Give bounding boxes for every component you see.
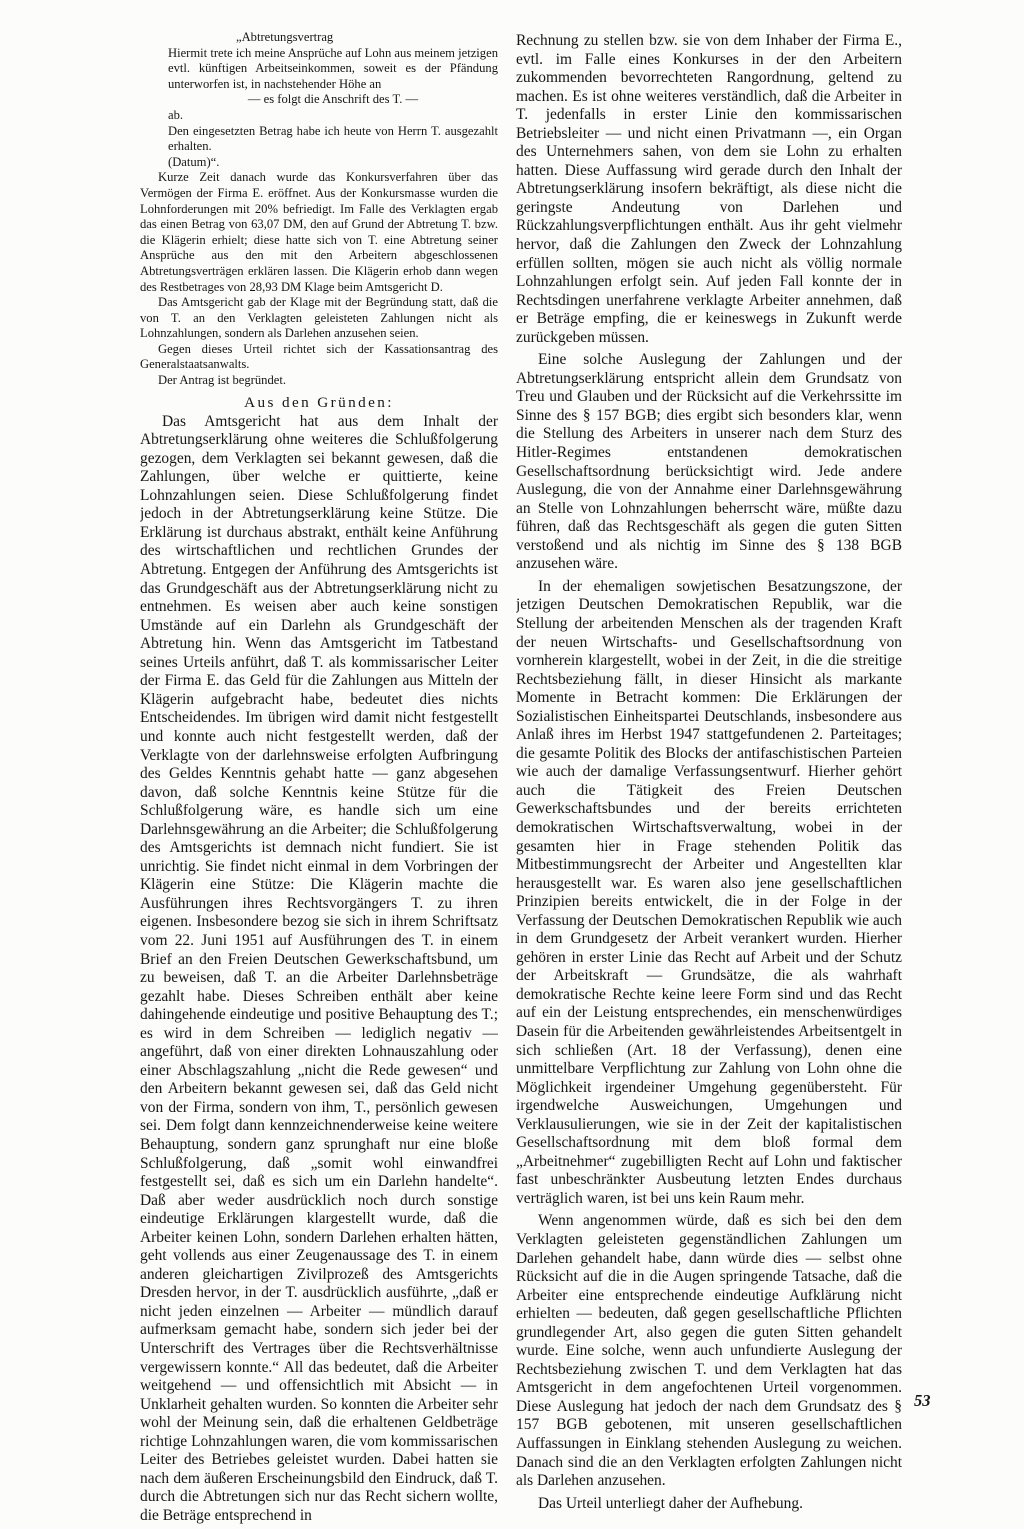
- contract-block: [140, 30, 498, 170]
- right-column: [516, 32, 902, 1517]
- contract-ab: ab.: [168, 107, 184, 122]
- contract-title: „Abtretungsvertrag: [236, 30, 334, 44]
- contract-address-note: — es folgt die Anschrift des T. —: [247, 92, 419, 107]
- facts-paragraph: Der Antrag ist begründet.: [158, 373, 287, 388]
- body-paragraph: Das Urteil unterliegt daher der Aufhebung.: [538, 1494, 803, 1512]
- body-paragraph: In der ehemaligen sowjetischen Besatzungszone, der jetzigen Deutschen Demokratischen Republik, war die Stellung der arbeitenden Menschen als der tragenden Kraft der neuen Wirtschafts- und Gesellschaftsordnung von vornherein klargestellt, wobei in der Zeit, in die die streitige Rechtsbeziehung fällt, in dieser Hinsicht als markante Momente in Betracht kommen: Die Erklärungen der Sozialistischen Einheitspartei Deutschlands, insbesondere aus Anlaß ihres im Herbst 1947 stattgefundenen 2. Parteitages; die gesamte Politik des Blocks der antifaschistischen Parteien wie auch der damalige Verfassungsentwurf. Hierher gehört auch die Tätigkeit des Freien Deutschen Gewerkschaftsbundes und der bereits errichteten demokratischen Wirtschaftsverwaltung, wobei in der gesamten hier in Frage stehenden Politik das Mitbestimmungsrecht der Arbeiter und Angestellten klar herausgestellt war. Es waren also jene gesellschaftlichen Prinzipien bereits entwickelt, die in der Folge in der Verfassung der Deutschen Demokratischen Republik wie auch in dem Grundgesetz der Arbeit verankert wurden. Hierher gehören in erster Linie das Recht auf Arbeit und der Schutz der Arbeitskraft — Grundsätze, die als wahrhaft demokratische Rechte keine leere Form sind und das Recht auf ein der Leistung entsprechendes, ein menschenwürdiges Dasein für die Arbeitenden gewährleistendes Arbeitsentgelt in sich schließen (Art. 18 der Verfassung), denen eine unmittelbare Verpflichtung zur Zahlung von Lohn ohne die Möglichkeit irgendeiner Umgehung gegenübersteht. Für irgendwelche Ausweichungen, Umgehungen und Verklausulierungen, wie sie in der Zeit der kapitalistischen Gesellschaftsordnung mit dem bloß formal dem „Arbeitnehmer“ zugebilligten Recht auf Lohn und faktischer fast unbeschränkter Ausbeutung letzten Endes durchaus verträglich waren, ist bei uns kein Raum mehr.: [516, 577, 902, 1207]
- facts-paragraph: Kurze Zeit danach wurde das Konkursverfahren über das Vermögen der Firma E. eröffnet. Aus der Konkursmasse wurden die Lohnforderungen mit 20% befriedigt. Im Falle des Verklagten ergab das einen Betrag von 63,07 DM, den auf Grund der Abtretung T. bzw. die Klägerin erhielt; diese hatte sich von T. eine Abtretung seiner Ansprüche aus den mit den Arbeitern abgeschlossenen Abtretungsverträgen erklären lassen. Die Klägerin erhob dann wegen des Restbetrages von 28,93 DM Klage beim Amtsgericht D.: [140, 170, 498, 294]
- facts-block: [140, 170, 498, 388]
- body-paragraph: Das Amtsgericht hat aus dem Inhalt der Abtretungserklärung ohne weiteres die Schlußfolgerung gezogen, dem Verklagten sei bekannt gewesen, daß die Zahlungen, über welche er quittierte, keine Lohnzahlungen seien. Diese Schlußfolgerung findet jedoch in der Abtretungserklärung keine Stütze. Die Erklärung ist durchaus abstrakt, enthält keine Anführung des wirtschaftlichen und rechtlichen Grundes der Abtretung. Entgegen der Anführung des Amtsgerichts ist das Grundgeschäft aus der Abtretungserklärung nicht zu entnehmen. Es weisen aber auch keine sonstigen Umstände auf ein Darlehn als Grundgeschäft der Abtretung hin. Wenn das Amtsgericht im Tatbestand seines Urteils anführt, daß T. als kommissarischer Leiter der Firma E. das Geld für die Zahlungen aus Mitteln der Klägerin aufgebracht habe, bedeutet dies nichts Entscheidendes. Im übrigen wird damit nicht festgestellt und konnte auch nicht festgestellt werden, daß der Verklagte von der darlehnsweise erfolgten Aufbringung des Geldes Kenntnis gehabt hatte — ganz abgesehen davon, daß solche Kenntnis keine Stütze für die Schlußfolgerung wäre, es handle sich um eine Darlehnsgewährung an die Arbeiter; die Schlußfolgerung des Amtsgerichts ist demnach nicht fundiert. Sie ist unrichtig. Sie findet nicht einmal in dem Vorbringen der Klägerin eine Stütze: Die Klägerin machte die Ausführungen ihres Rechtsvorgängers T. zu ihren eigenen. Insbesondere bezog sie sich in ihrem Schriftsatz vom 22. Juni 1951 auf Ausführungen des T. in einem Brief an den Freien Deutschen Gewerkschaftsbund, um zu beweisen, daß T. an die Arbeiter Darlehnsbeträge gezahlt habe. Dieses Schreiben enthält aber keine dahingehende eindeutige und positive Behauptung des T.; es wird in dem Schreiben — lediglich negativ — angeführt, daß von einer direkten Lohnauszahlung oder einer Abschlagszahlung „nicht die Rede gewesen“ und den Arbeitern bekannt gewesen sei, daß das Geld nicht von der Firma, sondern von ihm, T., persönlich gewesen sei. Dem folgt dann kennzeichnenderweise keine weitere Behauptung, sondern ganz sprunghaft nur eine bloße Schlußfolgerung, daß „somit wohl einwandfrei festgestellt sei, daß es sich um ein Darlehn handelte“. Daß aber weder ausdrücklich noch durch sonstige eindeutige Erklärungen klargestellt wurde, daß die Arbeiter keinen Lohn, sondern Darlehen erhalten hätten, geht vollends aus einer Zeugenaussage des T. in einem anderen gleichartigen Zivilprozeß des Amtsgerichts Dresden hervor, in der T. ausdrücklich ausführte, „daß er nicht jeden einzelnen — Arbeiter — mündlich darauf aufmerksam gemacht habe, sondern sich jeder bei der Unterschrift des Vertrages über die Rechtsverhältnisse vergewissern konnte.“ All das bedeutet, daß die Arbeiter weitgehend — und offensichtlich mit Absicht — in Unklarheit gehalten wurden. So konnten die Arbeiter sehr wohl der Meinung sein, daß die erhaltenen Geldbeträge richtige Lohnzahlungen waren, die vom kommissarischen Leiter des Betriebes geleistet wurden. Dabei hatten sie nach dem äußeren Erscheinungsbild den Eindruck, daß T. durch die Abtretungen sich nur das Recht sichern wollte, die Beträge entsprechend in: [140, 412, 498, 1524]
- contract-receipt: Den eingesetzten Betrag habe ich heute von Herrn T. ausgezahlt erhalten.: [168, 123, 498, 154]
- right-body: [516, 32, 902, 1513]
- body-paragraph: Wenn angenommen würde, daß es sich bei den dem Verklagten geleisteten gegenständlichen Zahlungen um Darlehen gehandelt habe, dann würde dies — selbst ohne Rücksicht auf die in die Augen springende Tatsache, daß die Arbeiter eine entsprechende eindeutige Aufklärung nicht erhielten — bedeuten, daß gegen gesellschaftliche Pflichten grundlegender Art, also gegen die guten Sitten gehandelt wurde. Eine solche, wenn auch unfundierte Auslegung der Rechtsbeziehung zwischen T. und dem Verklagten hat das Amtsgericht in dem angefochtenen Urteil vorgenommen. Diese Auslegung hat jedoch der nach dem Grundsatz des § 157 BGB gebotenen, mit unseren gesellschaftlichen Auffassungen in Einklang stehenden Auslegung zu weichen. Danach sind die an den Verklagten erfolgten Zahlungen nicht als Darlehen anzusehen.: [516, 1212, 902, 1490]
- section-heading: Aus den Gründen:: [244, 393, 394, 411]
- body-paragraph: Eine solche Auslegung der Zahlungen und der Abtretungserklärung entspricht allein dem Grundsatz von Treu und Glauben und der Rücksicht auf die Verkehrssitte im Sinne des § 157 BGB; dies ergibt sich besonders klar, wenn die Stellung des Arbeiters in unserer nach dem Sturz des Hitler-Regimes entstandenen demokratischen Gesellschaftsordnung berücksichtigt wird. Jede andere Auslegung, die von der Annahme einer Darlehnsgewährung an Stelle von Lohnzahlungen beherrscht wäre, müßte dazu führen, daß das Rechtsgeschäft als gegen die guten Sitten verstoßend und als nichtig im Sinne des § 138 BGB anzusehen wäre.: [516, 351, 902, 573]
- reasons-body: [140, 413, 498, 1526]
- body-paragraph: Rechnung zu stellen bzw. sie von dem Inhaber der Firma E., evtl. im Falle eines Konkurses in der den Arbeitern zukommenden bevorrechteten Rangordnung, geltend zu machen. Es ist ohne weiteres verständlich, daß die Arbeiter in T. jedenfalls in erster Linie den kommissarischen Betriebsleiter — und nicht einen Privatmann —, ein Organ des Unternehmers sahen, von dem sie Lohn zu erhalten hatten. Diese Auffassung wird gerade durch den Inhalt der Abtretungserklärung insofern bekräftigt, als diese nicht die geringste Andeutung von Darlehen und Rückzahlungsverpflichtungen enthält. Aus ihr geht vielmehr hervor, daß die Zahlungen den Zweck der Lohnzahlung erfüllen sollten, mögen sie auch nicht als völlig normale Lohnzahlungen erfolgt sein. Auf jeden Fall konnte der in Rechtsdingen unerfahrene verklagte Arbeiter annehmen, daß er Beträge empfing, die er keineswegs in Zukunft werde zurückgeben müssen.: [516, 32, 902, 346]
- contract-text: Hiermit trete ich meine Ansprüche auf Lohn aus meinem jetzigen evtl. künftigen Arbeitseinkommen, soweit es der Pfändung unterworfen ist, in nachstehender Höhe an: [168, 45, 498, 91]
- facts-paragraph: Gegen dieses Urteil richtet sich der Kassationsantrag des Generalstaatsanwalts.: [140, 341, 498, 372]
- facts-paragraph: Das Amtsgericht gab der Klage mit der Begründung statt, daß die von T. an den Verklagten geleisteten Zahlungen nicht als Lohnzahlungen, sondern als Darlehen anzusehen seien.: [140, 295, 498, 341]
- left-column: [140, 30, 498, 1529]
- contract-date: (Datum)“.: [168, 154, 220, 169]
- page-number: 53: [914, 1391, 931, 1410]
